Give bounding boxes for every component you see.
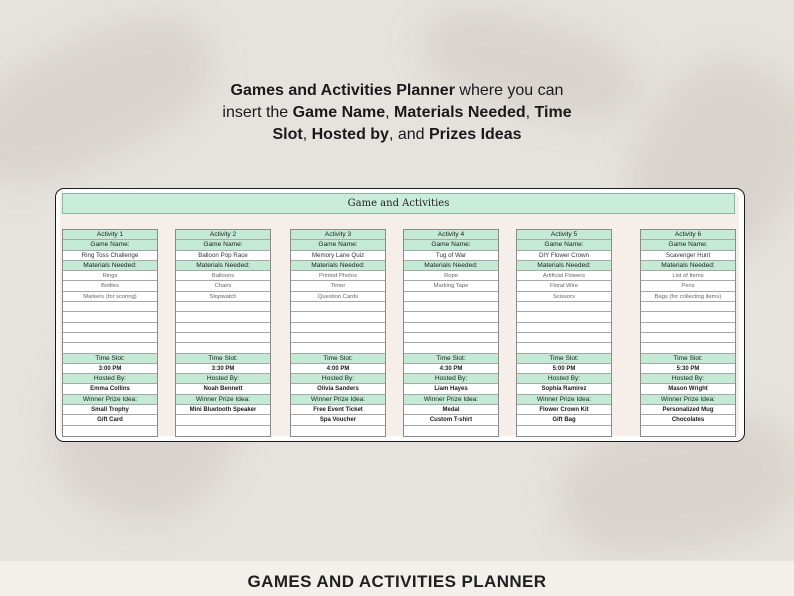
prize-cell[interactable]: Personalized Mug [641,405,735,415]
planner-card-inner [60,193,739,436]
headline-bold-term: Time [534,104,572,121]
footer-title: GAMES AND ACTIVITIES PLANNER [247,572,547,591]
empty-material-cell[interactable] [63,343,157,353]
time-slot-cell[interactable]: 5:30 PM [641,364,735,374]
empty-material-cell[interactable] [176,343,270,353]
headline-text: , [385,104,395,121]
time-slot-cell[interactable]: 4:00 PM [291,364,385,374]
headline-text: , [525,104,535,121]
empty-material-cell[interactable] [517,333,611,343]
empty-material-cell[interactable] [517,323,611,333]
hosted-by-cell[interactable]: Olivia Sanders [291,384,385,394]
game-name-label: Game Name: [641,240,735,250]
material-cell[interactable] [404,292,498,302]
empty-material-cell[interactable] [291,333,385,343]
empty-prize-cell[interactable] [291,426,385,436]
material-cell[interactable]: Stopwatch [176,292,270,302]
prize-label: Winner Prize Idea: [641,395,735,405]
prize-label: Winner Prize Idea: [517,395,611,405]
hosted-by-cell[interactable]: Mason Wright [641,384,735,394]
prize-cell[interactable]: Gift Bag [517,415,611,425]
empty-material-cell[interactable] [404,343,498,353]
empty-material-cell[interactable] [641,302,735,312]
prize-label: Winner Prize Idea: [404,395,498,405]
hosted-by-label: Hosted By: [63,374,157,384]
game-name-cell[interactable]: Memory Lane Quiz [291,251,385,261]
prize-cell[interactable]: Spa Voucher [291,415,385,425]
hosted-by-label: Hosted By: [517,374,611,384]
activity-column-6 [640,229,736,437]
hosted-by-label: Hosted By: [641,374,735,384]
materials-label: Materials Needed: [641,261,735,271]
time-slot-label: Time Slot: [641,354,735,364]
material-cell[interactable]: Scissors [517,292,611,302]
empty-material-cell[interactable] [404,312,498,322]
headline-bold-term: Game Name [292,104,386,121]
material-cell[interactable]: Bags (for collecting items) [641,292,735,302]
game-name-label: Game Name: [404,240,498,250]
prize-cell[interactable]: Medal [404,405,498,415]
material-cell[interactable]: Artificial Flowers [517,271,611,281]
time-slot-cell[interactable]: 4:30 PM [404,364,498,374]
material-cell[interactable]: Rings [63,271,157,281]
empty-material-cell[interactable] [404,302,498,312]
empty-material-cell[interactable] [291,343,385,353]
empty-material-cell[interactable] [517,343,611,353]
material-cell[interactable]: Printed Photos [291,271,385,281]
prize-label: Winner Prize Idea: [63,395,157,405]
activity-title: Activity 2 [176,230,270,240]
game-name-label: Game Name: [63,240,157,250]
hosted-by-cell[interactable]: Liam Hayes [404,384,498,394]
materials-label: Materials Needed: [176,261,270,271]
hosted-by-cell[interactable]: Sophia Ramirez [517,384,611,394]
hosted-by-label: Hosted By: [176,374,270,384]
material-cell[interactable]: Question Cards [291,292,385,302]
empty-material-cell[interactable] [176,333,270,343]
material-cell[interactable]: Rope [404,271,498,281]
empty-prize-cell[interactable] [63,426,157,436]
hosted-by-cell[interactable]: Emma Collins [63,384,157,394]
game-name-cell[interactable]: Scavenger Hunt [641,251,735,261]
game-name-cell[interactable]: Ring Toss Challenge [63,251,157,261]
prize-cell[interactable]: Small Trophy [63,405,157,415]
headline-text: where you can [454,82,564,99]
empty-prize-cell[interactable] [641,426,735,436]
hosted-by-label: Hosted By: [404,374,498,384]
empty-material-cell[interactable] [641,333,735,343]
prize-label: Winner Prize Idea: [291,395,385,405]
prize-cell[interactable] [176,415,270,425]
materials-label: Materials Needed: [291,261,385,271]
headline-text: , and [388,126,429,143]
prize-cell[interactable]: Flower Crown Kit [517,405,611,415]
empty-material-cell[interactable] [291,323,385,333]
headline-bold-term: Prizes Ideas [428,126,522,143]
headline-line-3 [0,124,794,146]
time-slot-label: Time Slot: [517,354,611,364]
empty-prize-cell[interactable] [404,426,498,436]
activity-column-4 [403,229,499,437]
empty-material-cell[interactable] [641,343,735,353]
activity-column-3 [290,229,386,437]
headline-text: , [302,126,312,143]
activity-title: Activity 5 [517,230,611,240]
activity-title: Activity 6 [641,230,735,240]
empty-material-cell[interactable] [176,312,270,322]
time-slot-label: Time Slot: [404,354,498,364]
game-name-cell[interactable]: DIY Flower Crown [517,251,611,261]
empty-material-cell[interactable] [291,312,385,322]
material-cell[interactable]: Marking Tape [404,281,498,291]
activity-title: Activity 3 [291,230,385,240]
material-cell[interactable]: Markers (for scoring) [63,292,157,302]
headline-bold-title: Games and Activities Planner [230,82,455,99]
empty-material-cell[interactable] [517,302,611,312]
prize-cell[interactable]: Custom T-shirt [404,415,498,425]
headline-bold-term: Slot [272,126,303,143]
empty-material-cell[interactable] [63,312,157,322]
game-name-label: Game Name: [517,240,611,250]
time-slot-label: Time Slot: [63,354,157,364]
headline-bold-term: Hosted by [311,126,389,143]
empty-prize-cell[interactable] [517,426,611,436]
empty-material-cell[interactable] [63,333,157,343]
activity-column-1 [62,229,158,437]
empty-material-cell[interactable] [176,302,270,312]
material-cell[interactable]: Balloons [176,271,270,281]
time-slot-cell[interactable]: 5:00 PM [517,364,611,374]
hosted-by-cell[interactable]: Noah Bennett [176,384,270,394]
prize-cell[interactable]: Free Event Ticket [291,405,385,415]
material-cell[interactable]: Pens [641,281,735,291]
empty-material-cell[interactable] [641,323,735,333]
game-name-cell[interactable]: Balloon Pop Race [176,251,270,261]
prize-cell[interactable]: Chocolates [641,415,735,425]
game-name-label: Game Name: [176,240,270,250]
headline-bold-term: Materials Needed [394,104,526,121]
material-cell[interactable]: Floral Wire [517,281,611,291]
headline-text: insert the [222,104,293,121]
activity-title: Activity 1 [63,230,157,240]
game-name-cell[interactable]: Tug of War [404,251,498,261]
material-cell[interactable]: List of Items [641,271,735,281]
activity-column-5 [516,229,612,437]
time-slot-cell[interactable]: 3:30 PM [176,364,270,374]
empty-material-cell[interactable] [404,323,498,333]
prize-label: Winner Prize Idea: [176,395,270,405]
materials-label: Materials Needed: [404,261,498,271]
empty-material-cell[interactable] [63,323,157,333]
empty-material-cell[interactable] [176,323,270,333]
empty-material-cell[interactable] [63,302,157,312]
time-slot-label: Time Slot: [291,354,385,364]
activity-title: Activity 4 [404,230,498,240]
empty-material-cell[interactable] [641,312,735,322]
materials-label: Materials Needed: [63,261,157,271]
headline-line-1 [0,80,794,102]
prize-cell[interactable]: Gift Card [63,415,157,425]
time-slot-cell[interactable]: 3:00 PM [63,364,157,374]
planner-title: Game and Activities [62,193,735,214]
empty-prize-cell[interactable] [176,426,270,436]
material-cell[interactable]: Bottles [63,281,157,291]
game-name-label: Game Name: [291,240,385,250]
hosted-by-label: Hosted By: [291,374,385,384]
activity-column-2 [175,229,271,437]
empty-material-cell[interactable] [404,333,498,343]
headline-line-2 [0,102,794,124]
materials-label: Materials Needed: [517,261,611,271]
empty-material-cell[interactable] [517,312,611,322]
material-cell[interactable]: Chairs [176,281,270,291]
time-slot-label: Time Slot: [176,354,270,364]
prize-cell[interactable]: Mini Bluetooth Speaker [176,405,270,415]
material-cell[interactable]: Timer [291,281,385,291]
empty-material-cell[interactable] [291,302,385,312]
headline [0,80,794,146]
